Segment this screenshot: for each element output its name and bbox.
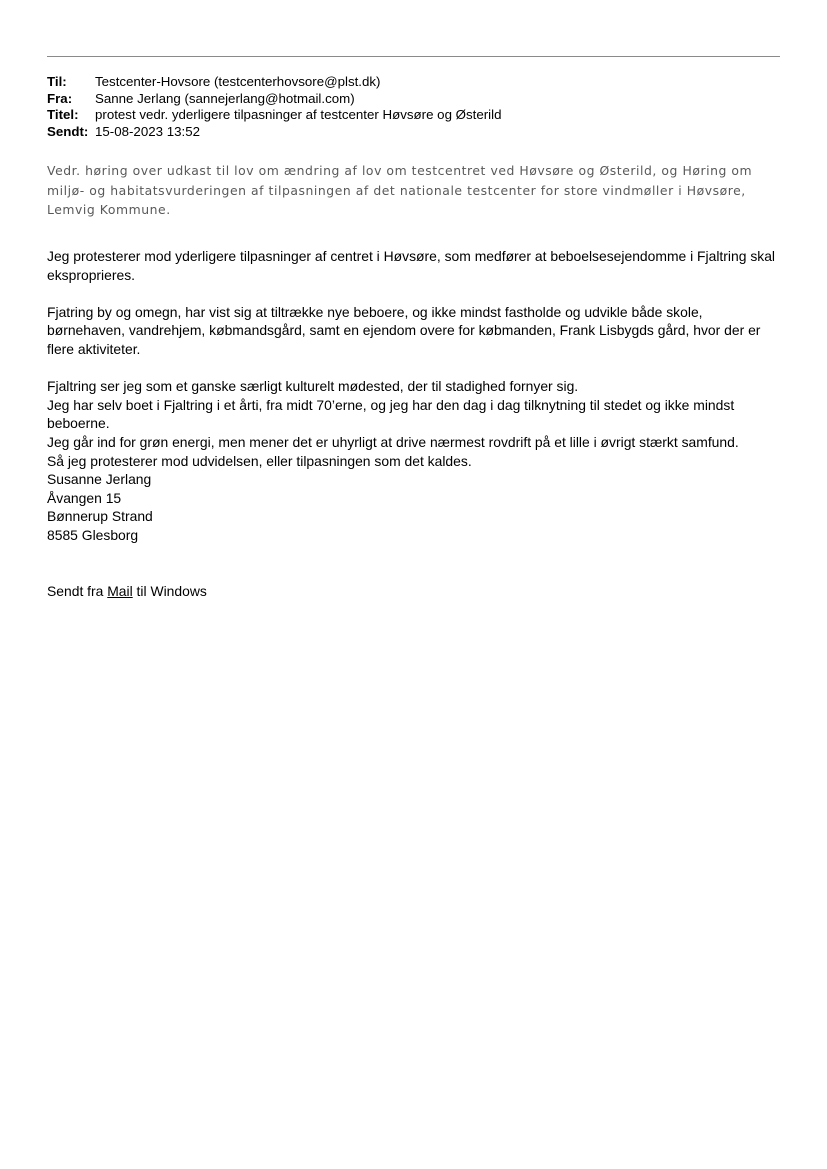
title-label: Titel:	[47, 107, 79, 122]
sent-from-suffix: til Windows	[132, 582, 207, 599]
header-divider	[47, 56, 780, 57]
body-paragraph-2: Fjatring by og omegn, har vist sig at tiltrække nye beboere, og ikke mindst fastholde og udvikle både skole, børnehaven, vandrehjem, købmandsgård, samt en ejendom overe for købmanden, Frank Lisbygds gård, hvor der er flere aktiviteter.	[47, 303, 761, 357]
to-value: Testcenter-Hovsore (testcenterhovsore@plst.dk)	[95, 74, 381, 89]
sent-from-prefix: Sendt fra	[47, 582, 108, 599]
header-to-row	[47, 74, 780, 91]
address-street: Åvangen 15	[47, 489, 122, 506]
mail-link[interactable]: Mail	[107, 582, 133, 599]
title-value: protest vedr. yderligere tilpasninger af testcenter Høvsøre og Østerild	[95, 107, 502, 122]
subject-paragraph: Vedr. høring over udkast til lov om ændring af lov om testcentret ved Høvsøre og Østerild, og Høring om miljø- og habitatsvurderingen af tilpasningen af det nationale testcenter for store vindmøller i Høvsøre, Lemvig Kommune.	[47, 163, 753, 217]
address-area: Bønnerup Strand	[47, 508, 153, 525]
header-sent-row	[47, 124, 780, 141]
to-label: Til:	[47, 74, 67, 89]
email-body	[47, 247, 783, 600]
paragraph-spacer	[47, 359, 783, 378]
body-paragraph-1: Jeg protesterer mod yderligere tilpasninger af centret i Høvsøre, som medfører at beboelsesejendomme i Fjaltring skal eksproprieres.	[47, 248, 776, 283]
from-label: Fra:	[47, 90, 73, 106]
from-value: Sanne Jerlang (sannejerlang@hotmail.com)	[95, 90, 355, 106]
header-from-row	[47, 91, 780, 108]
body-line-protest: Så jeg protesterer mod udvidelsen, eller tilpasningen som det kaldes.	[47, 452, 472, 469]
sent-label: Sendt:	[47, 123, 89, 139]
header-title-row	[47, 107, 780, 124]
sent-from-line	[47, 582, 783, 601]
paragraph-spacer	[47, 284, 783, 303]
body-line-lived: Jeg har selv boet i Fjaltring i et årti, fra midt 70’erne, og jeg har den dag i dag tilknytning til stedet og ikke mindst beboerne.	[47, 396, 735, 432]
address-city: 8585 Glesborg	[47, 526, 139, 543]
paragraph-spacer	[47, 545, 783, 582]
email-header	[47, 74, 780, 140]
signature-name: Susanne Jerlang	[47, 471, 152, 488]
sent-value: 15-08-2023 13:52	[95, 123, 200, 139]
body-line-culture: Fjaltring ser jeg som et ganske særligt kulturelt mødested, der til stadighed fornyer sig.	[47, 378, 579, 395]
body-line-energy: Jeg går ind for grøn energi, men mener det er uhyrligt at drive nærmest rovdrift på et lille i øvrigt stærkt samfund.	[47, 433, 739, 450]
